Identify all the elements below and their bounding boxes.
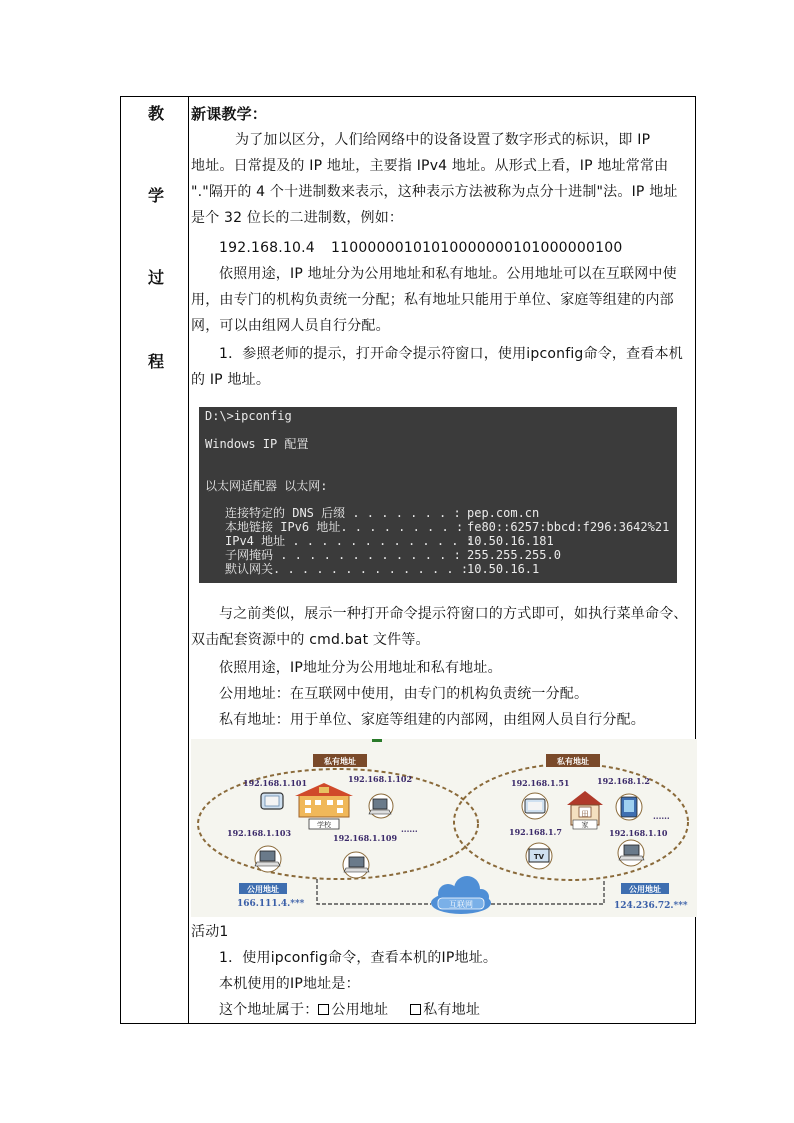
para2-line2: 用，由专门的机构负责统一分配；私有地址只能用于单位、家庭等组建的内部 — [191, 292, 674, 308]
ip-label: 192.168.1.103 — [227, 828, 292, 838]
side-label-3: 过 — [148, 268, 165, 287]
side-label-1: 教 — [148, 104, 165, 123]
tv-label: TV — [533, 853, 545, 861]
public-right-ip: 124.236.72.*** — [614, 901, 688, 911]
terminal-adapter: 以太网适配器 以太网: — [205, 479, 328, 493]
para3-line2: 双击配套资源中的 cmd.bat 文件等。 — [191, 632, 430, 648]
terminal-label-ipv6: 本地链接 IPv6 地址. . . . . . . . : — [225, 520, 464, 534]
para1-line2: 地址。日常提及的 IP 地址，主要指 IPv4 地址。从形式上看，IP 地址常常由 — [191, 158, 669, 174]
address-type-prefix: 这个地址属于： — [219, 1002, 319, 1018]
step1-line1: 1．参照老师的提示，打开命令提示符窗口，使用ipconfig命令，查看本机 — [219, 346, 683, 362]
private-address-checkbox[interactable] — [410, 1004, 421, 1015]
terminal-label-dns: 连接特定的 DNS 后缀 . . . . . . . : — [225, 506, 461, 520]
terminal-label-ipv4: IPv4 地址 . . . . . . . . . . . . : — [225, 534, 473, 548]
ip-label: 192.168.1.51 — [511, 778, 570, 788]
laptop-icon — [369, 794, 393, 818]
laptop-icon — [618, 840, 644, 866]
section-heading: 新课教学： — [191, 105, 268, 123]
home-label: 家 — [581, 821, 589, 829]
step1-line2: 的 IP 地址。 — [191, 372, 271, 388]
laptop-icon — [343, 852, 369, 878]
example-binary: 11000000101010000000101000000100 — [331, 240, 623, 256]
terminal-command: D:\>ipconfig — [205, 409, 292, 423]
terminal-value-dns: pep.com.cn — [467, 506, 540, 520]
para4: 依照用途，IP地址分为公用地址和私有地址。 — [219, 660, 502, 676]
ip-label: 192.168.1.102 — [348, 774, 413, 784]
public-left-tag-text: 公用地址 — [247, 885, 279, 894]
terminal-value-ipv6: fe80::6257:bbcd:f296:3642%21 — [467, 520, 670, 534]
ip-label: 192.168.1.109 — [333, 833, 398, 843]
terminal-label-gateway: 默认网关. . . . . . . . . . . . . : — [225, 562, 469, 576]
connector-left — [317, 879, 431, 904]
tablet-icon — [522, 793, 548, 819]
phone-icon — [616, 794, 642, 820]
terminal-value-mask: 255.255.255.0 — [467, 548, 561, 562]
cloud-label: 互联网 — [449, 900, 473, 909]
tablet-icon — [261, 793, 283, 809]
diagram-marker — [372, 739, 382, 742]
para1-line4: 是个 32 位长的二进制数，例如： — [191, 210, 404, 226]
ipconfig-screenshot — [199, 407, 677, 583]
para3-line1: 与之前类似，展示一种打开命令提示符窗口的方式即可，如执行菜单命令、 — [219, 606, 688, 622]
school-label: 学校 — [317, 821, 331, 829]
terminal-label-mask: 子网掩码 . . . . . . . . . . . . : — [225, 548, 461, 562]
terminal-value-gateway: 10.50.16.1 — [467, 562, 540, 576]
para5: 公用地址：在互联网中使用，由专门的机构负责统一分配。 — [219, 686, 589, 702]
example-ip: 192.168.10.4 — [219, 240, 315, 256]
column-divider — [188, 97, 189, 1023]
activity-ip-prompt: 本机使用的IP地址是： — [219, 976, 360, 992]
private-address-label: 私有地址 — [423, 1002, 481, 1018]
lesson-table — [120, 96, 696, 1024]
side-label-4: 程 — [148, 352, 165, 371]
left-private-tag-text: 私有地址 — [324, 757, 356, 766]
laptop-icon — [255, 846, 281, 872]
public-right-tag-text: 公用地址 — [629, 885, 661, 894]
right-private-tag-text: 私有地址 — [557, 757, 589, 766]
activity-address-type — [219, 997, 723, 1023]
ip-label: 192.168.1.101 — [243, 778, 308, 788]
ip-label: 192.168.1.2 — [597, 776, 650, 786]
para6: 私有地址：用于单位、家庭等组建的内部网，由组网人员自行分配。 — [219, 712, 645, 728]
para2-line1: 依照用途，IP 地址分为公用地址和私有地址。公用地址可以在互联网中使 — [219, 266, 677, 282]
ellipsis-right: ...... — [653, 811, 670, 821]
terminal-title: Windows IP 配置 — [205, 437, 309, 451]
network-diagram — [191, 739, 697, 917]
activity-title: 活动1 — [191, 924, 229, 940]
public-address-checkbox[interactable] — [318, 1004, 329, 1015]
para2-line3: 网，可以由组网人员自行分配。 — [191, 318, 390, 334]
ip-label: 192.168.1.10 — [609, 828, 668, 838]
activity-step1: 1．使用ipconfig命令，查看本机的IP地址。 — [219, 950, 498, 966]
para1-line1: 为了加以区分，人们给网络中的设备设置了数字形式的标识，即 IP — [235, 132, 651, 148]
public-address-label: 公用地址 — [331, 1002, 389, 1018]
house-icon-char: 田 — [581, 810, 589, 818]
side-label-2: 学 — [148, 186, 165, 205]
ip-label: 192.168.1.7 — [509, 827, 562, 837]
terminal-value-ipv4: 10.50.16.181 — [467, 534, 554, 548]
para1-line3: "."隔开的 4 个十进制数来表示，这种表示方法被称为点分十进制"法。IP 地址 — [191, 184, 678, 200]
connector-right — [491, 880, 604, 904]
public-left-ip: 166.111.4.*** — [237, 899, 305, 909]
ellipsis-left: ...... — [401, 824, 418, 834]
